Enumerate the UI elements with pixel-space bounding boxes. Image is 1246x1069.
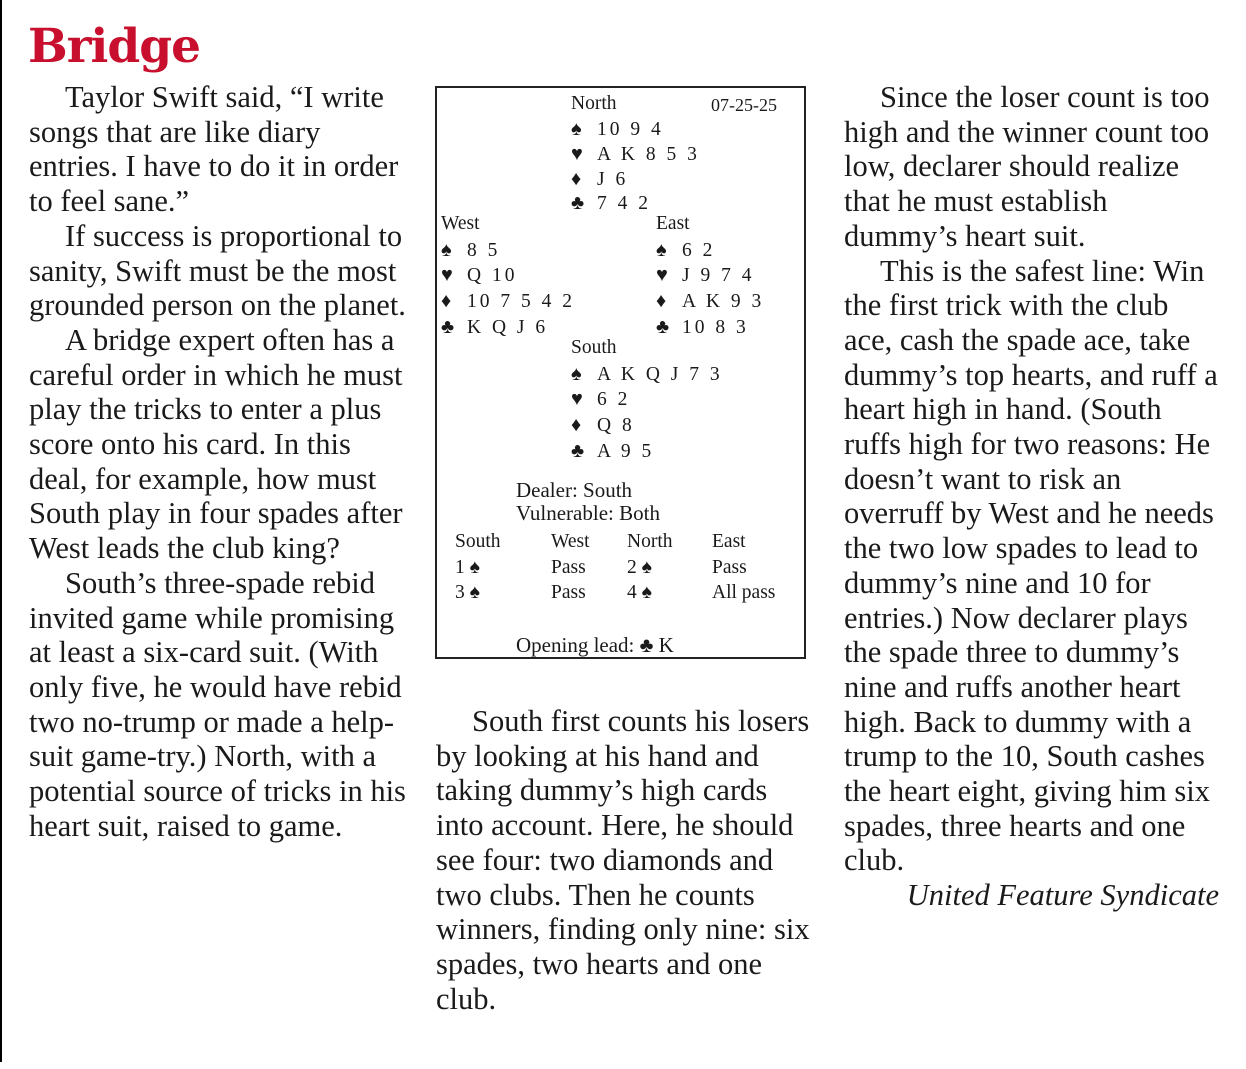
heart-icon: ♥ — [441, 264, 453, 286]
spade-icon: ♠ — [469, 556, 480, 578]
bid: All pass — [712, 582, 776, 603]
north-hearts: A K 8 5 3 — [597, 144, 700, 165]
south-clubs: A 9 5 — [597, 441, 655, 462]
paragraph: Since the loser count is too high and the winner count too low, declarer should realize that he must establish dummy’s heart suit. — [844, 80, 1210, 253]
column-text-right — [844, 80, 1219, 913]
auction-header: West — [551, 531, 590, 552]
club-icon: ♣ — [571, 192, 585, 214]
vulnerable-text: Vulnerable: Both — [516, 501, 660, 525]
diamond-icon: ♦ — [441, 290, 452, 312]
west-spades: 8 5 — [467, 240, 501, 261]
paragraph: Taylor Swift said, “I write songs that are like diary entries. I have to do it in order to feel sane.” — [29, 80, 399, 219]
spade-icon: ♠ — [641, 556, 652, 578]
bid: 4 — [627, 582, 637, 603]
bid: 1 — [455, 556, 465, 578]
heart-icon: ♥ — [571, 388, 583, 410]
club-icon: ♣ — [571, 440, 585, 462]
bid: Pass — [551, 556, 586, 578]
bid: Pass — [551, 582, 586, 603]
paragraph: South first counts his losers by looking at his hand and taking dummy’s high cards into account. Here, he should see four: two diamonds and two clubs. Then he counts winners, finding only nine: six spades, two hearts and one club. — [436, 704, 810, 1016]
left-column-rule — [0, 0, 2, 1062]
west-clubs: K Q J 6 — [467, 317, 549, 338]
spade-icon: ♠ — [641, 582, 652, 603]
paragraph: If success is proportional to sanity, Swift must be the most grounded person on the planet. — [29, 218, 406, 323]
spade-icon: ♠ — [571, 118, 582, 140]
opening-lead-label: Opening lead: — [516, 633, 635, 657]
paragraph: This is the safest line: Win the first trick with the club ace, cash the spade ace, take dummy’s top hearts, and ruff a heart high in hand. (South ruffs high for two reasons: He doesn’t want to risk an overruff by West and he needs the two low spades to lead to dummy’s nine and 10 for entries.) Now declarer plays the spade three to dummy’s nine and ruffs another heart high. Back to dummy with a trump to the 10, South cashes the heart eight, giving him six spades, three hearts and one club. — [844, 253, 1218, 878]
diamond-icon: ♦ — [656, 290, 667, 312]
spade-icon: ♠ — [656, 239, 667, 261]
club-icon: ♣ — [441, 316, 455, 338]
bid: Pass — [712, 556, 747, 578]
column-text-left — [29, 80, 414, 843]
heart-icon: ♥ — [656, 264, 668, 286]
paragraph: A bridge expert often has a careful order in which he must play the tricks to enter a plus score onto his card. In this deal, for example, how must South play in four spades after West leads the club king? — [29, 322, 403, 566]
auction-header: South — [455, 531, 501, 552]
dealer-text: Dealer: South — [516, 478, 633, 502]
auction-col-north — [627, 529, 673, 606]
west-hearts: Q 10 — [467, 265, 518, 286]
opening-lead-card: K — [658, 633, 674, 657]
opening-lead — [516, 633, 674, 657]
spade-icon: ♠ — [571, 363, 582, 385]
auction-col-west — [551, 529, 590, 606]
club-icon: ♣ — [639, 633, 654, 657]
south-diamonds: Q 8 — [597, 415, 635, 436]
north-diamonds: J 6 — [597, 169, 629, 190]
east-clubs: 10 8 3 — [682, 317, 749, 338]
diamond-icon: ♦ — [571, 168, 582, 190]
bid: 2 — [627, 556, 637, 578]
paragraph: South’s three-spade rebid invited game while promising at least a six-card suit. (With only five, he would have rebid two no-trump or made a help-suit game-try.) North, with a potential source of tricks in his heart suit, raised to game. — [29, 565, 406, 843]
spade-icon: ♠ — [441, 239, 452, 261]
bid: 3 — [455, 582, 465, 603]
west-diamonds: 10 7 5 4 2 — [467, 291, 575, 312]
south-hearts: 6 2 — [597, 389, 631, 410]
west-label: West — [441, 213, 480, 234]
east-diamonds: A K 9 3 — [682, 291, 765, 312]
south-label: South — [571, 337, 617, 358]
deal-date: 07-25-25 — [711, 95, 777, 115]
column-text-middle — [436, 704, 816, 1016]
column-title: Bridge — [28, 19, 200, 74]
spade-icon: ♠ — [469, 582, 480, 603]
north-clubs: 7 4 2 — [597, 193, 651, 214]
bridge-deal-diagram — [435, 86, 806, 659]
club-icon: ♣ — [656, 316, 670, 338]
east-spades: 6 2 — [682, 240, 716, 261]
north-label: North — [571, 93, 617, 114]
auction-header: East — [712, 531, 746, 552]
diamond-icon: ♦ — [571, 414, 582, 436]
south-spades: A K Q J 7 3 — [597, 364, 723, 385]
east-label: East — [656, 213, 690, 234]
auction-col-south — [455, 529, 501, 606]
heart-icon: ♥ — [571, 143, 583, 165]
auction-header: North — [627, 531, 673, 552]
north-spades: 10 9 4 — [597, 119, 664, 140]
auction-col-east — [712, 529, 775, 606]
syndicate-credit: United Feature Syndicate — [906, 878, 1219, 913]
east-hearts: J 9 7 4 — [682, 265, 755, 286]
